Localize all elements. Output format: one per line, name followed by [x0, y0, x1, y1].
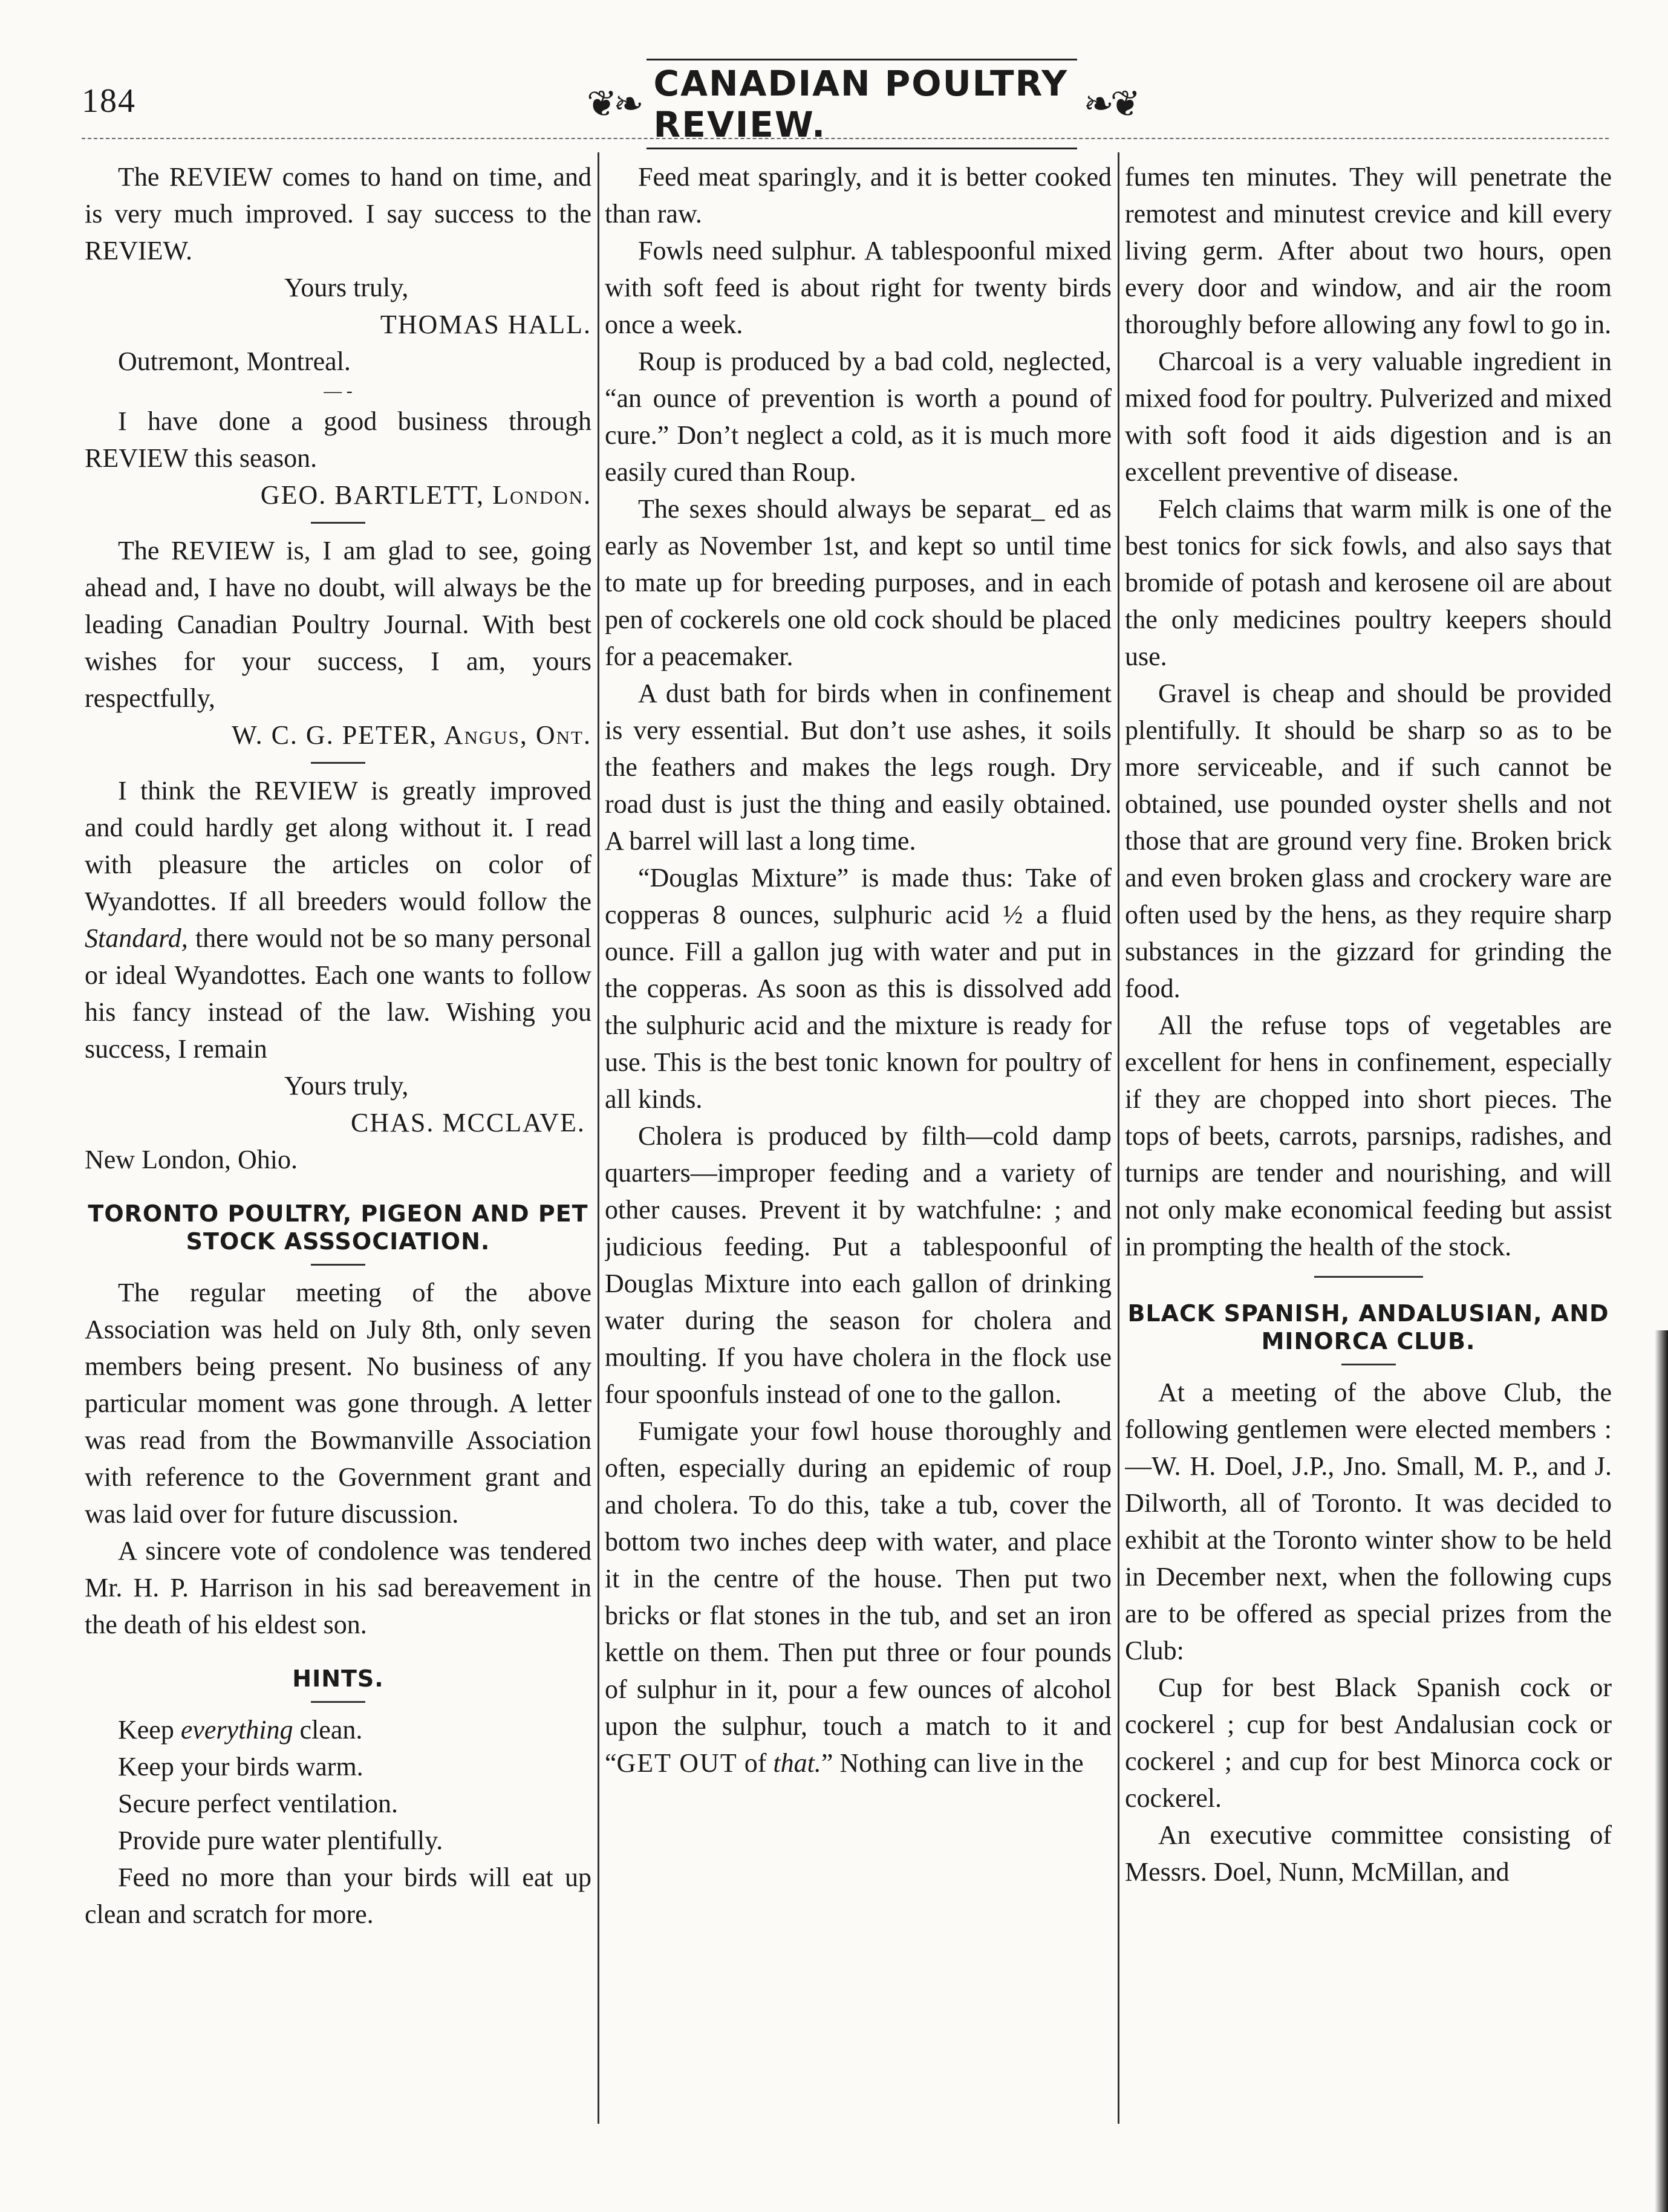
column-2 — [605, 158, 1112, 2136]
club-paragraph-2: Cup for best Black Spanish cock or cockerel ; cup for best Andalusian cock or cockerel ; and cup for best Minorca cock or cockerel. — [1125, 1673, 1612, 1813]
toronto-paragraph-2: A sincere vote of condolence was tendered Mr. H. P. Harrison in his sad bereavement in the death of his eldest son. — [85, 1536, 591, 1639]
paragraph: All the refuse tops of vegetables are excellent for hens in confinement, especially if they are chopped into short pieces. The tops of beets, carrots, parsnips, radishes, and turnips are tender and nourishing, and will not only make economical feeding but assist in prompting the health of the stock. — [1125, 1010, 1612, 1261]
letter-peter-signature: W. C. G. PETER, Angus, Ont. — [232, 720, 591, 750]
toronto-paragraph-1: The regular meeting of the above Association was held on July 8th, only seven members being present. No business of any particular moment was gone through. A letter was read from the Bowmanville Association with reference to the Government grant and was laid over for future discussion. — [85, 1278, 591, 1529]
paragraph-text: of — [737, 1748, 774, 1778]
that-italic: that. — [773, 1748, 821, 1778]
column-divider-2 — [1118, 152, 1119, 2124]
letter-hall: The REVIEW comes to hand on time, and is very much improved. I say success to the REVIEW. — [85, 162, 591, 265]
column-divider-1 — [598, 152, 599, 2124]
letter-peter: The REVIEW is, I am glad to see, going ahead and, I have no doubt, will always be the leading Canadian Poultry Journal. With best wishes for your success, I am, yours respectfully, — [85, 536, 591, 713]
paragraph: “Douglas Mixture” is made thus: Take of copperas 8 ounces, sulphuric acid ½ a fluid ounce. Fill a gallon jug with water and put in the copperas. As soon as this is dissolved add the sulphuric acid and the mixture is ready for use. This is the best tonic known for poultry of all kinds. — [605, 863, 1112, 1114]
hints-heading: HINTS. — [292, 1665, 384, 1692]
paragraph: fumes ten minutes. They will penetrate the remotest and minutest crevice and kill every living germ. After about two hours, open every door and window, and air the room thoroughly before allowing any fowl to go in. — [1125, 162, 1612, 339]
rule — [1314, 1276, 1423, 1278]
letter-hall-place: Outremont, Montreal. — [118, 346, 351, 376]
rule — [311, 762, 365, 764]
letter-bartlett-signature: GEO. BARTLETT, London. — [260, 480, 591, 510]
letter-mcclave-closing: Yours truly, — [284, 1071, 409, 1101]
hint-italic: everything — [180, 1715, 293, 1745]
club-heading: BLACK SPANISH, ANDALUSIAN, AND MINORCA CLUB. — [1127, 1300, 1609, 1355]
hint-item: Provide pure water plentifully. — [118, 1826, 443, 1855]
letter-hall-closing: Yours truly, — [284, 273, 409, 302]
paragraph-text: Fumigate your fowl house thoroughly and often, especially during an epidemic of roup and cholera. To do this, take a tub, cover the bottom two inches deep with water, and place it in the centre of the house. Then put two bricks or flat stones in the tub, and set an iron kettle on them. Then put three or four pounds of sulphur in it, pour a few ounces of alcohol upon the sulphur, touch a match to it and “ — [605, 1416, 1112, 1778]
letter-mcclave-text-2: there would not be so many personal or ideal Wyandottes. Each one wants to follow his fancy instead of the law. Wishing you success, I remain — [85, 923, 591, 1064]
club-paragraph-3: An executive committee consisting of Messrs. Doel, Nunn, McMillan, and — [1125, 1820, 1612, 1887]
page-edge-shadow — [1655, 1330, 1668, 2212]
rule — [311, 1264, 365, 1266]
letter-mcclave — [85, 772, 591, 1067]
separator: — - — [324, 381, 353, 401]
hint-item: Secure perfect ventilation. — [118, 1789, 399, 1818]
rule — [311, 1701, 365, 1703]
paragraph: Roup is produced by a bad cold, neglected, “an ounce of prevention is worth a pound of cure.” Don’t neglect a cold, as it is much more easily cured than Roup. — [605, 346, 1112, 487]
masthead-title: CANADIAN POULTRY REVIEW. — [647, 59, 1078, 149]
right-ornament-icon: ❧❦ — [1083, 84, 1137, 124]
hint-text: clean. — [293, 1715, 363, 1745]
paragraph: Felch claims that warm milk is one of the best tonics for sick fowls, and also says that bromide of potash and kerosene oil are about the only medicines poultry keepers should use. — [1125, 494, 1612, 671]
paragraph: Charcoal is a very valuable ingredient in mixed food for poultry. Pulverized and mixed with soft food it aids digestion and is an excellent preventive of disease. — [1125, 346, 1612, 487]
letter-mcclave-place: New London, Ohio. — [85, 1145, 298, 1174]
letter-hall-signature: THOMAS HALL. — [380, 310, 591, 339]
page-number: 184 — [82, 82, 136, 120]
paragraph-text: ” Nothing can live in the — [821, 1748, 1084, 1778]
left-ornament-icon: ❦❧ — [587, 84, 640, 124]
paragraph: Cholera is produced by filth—cold damp quarters—improper feeding and a variety of other causes. Prevent it by watchfulne: ; and judicious feeding. Put a tablespoonful of Douglas Mixture into each gallon of drinking water during the season for cholera and moulting. If you have cholera in the flock use four spoonfuls instead of one to the gallon. — [605, 1121, 1112, 1409]
paragraph: Fowls need sulphur. A tablespoonful mixed with soft feed is about right for twenty birds once a week. — [605, 236, 1112, 339]
paragraph: The sexes should always be separat_ ed as early as November 1st, and kept so until time to mate up for breeding purposes, and in each pen of cockerels one old cock should be placed for a peacemaker. — [605, 494, 1112, 671]
club-paragraph-1: At a meeting of the above Club, the following gentlemen were elected members :—W. H. Doel, J.P., Jno. Small, M. P., and J. Dilworth, all of Toronto. It was decided to exhibit at the Toronto winter show to be held in December next, when the following cups are to be offered as special prizes from the Club: — [1125, 1378, 1612, 1665]
hint-item: Keep your birds warm. — [118, 1752, 363, 1781]
column-1 — [85, 158, 591, 2136]
paragraph — [605, 1413, 1112, 1781]
rule — [311, 522, 365, 524]
rule — [1341, 1364, 1396, 1365]
hint-item: Feed no more than your birds will eat up clean and scratch for more. — [85, 1862, 591, 1929]
masthead — [581, 63, 1143, 145]
letter-mcclave-signature: CHAS. MCCLAVE. — [351, 1108, 585, 1137]
paragraph: Feed meat sparingly, and it is better cooked than raw. — [605, 162, 1112, 229]
toronto-heading: TORONTO POULTRY, PIGEON AND PET STOCK ASSSOCIATION. — [88, 1200, 588, 1255]
paragraph: Gravel is cheap and should be provided plentifully. It should be sharp so as to be more serviceable, and if such cannot be obtained, use pounded oyster shells and not those that are ground very fine. Broken brick and even broken glass and crockery ware are often used by the hens, as they require sharp substances in the gizzard for grinding the food. — [1125, 678, 1612, 1003]
hint-text: Keep — [118, 1715, 181, 1745]
standard-italic: Standard, — [85, 923, 188, 953]
hint-item — [85, 1711, 591, 1748]
letter-bartlett: I have done a good business through REVIEW this season. — [85, 406, 591, 473]
paragraph: A dust bath for birds when in confinement is very essential. But don’t use ashes, it soils the feathers and makes the legs rough. Dry road dust is just the thing and easily obtained. A barrel will last a long time. — [605, 678, 1112, 856]
get-out-smallcaps: GET OUT — [616, 1748, 738, 1778]
letter-mcclave-text: I think the REVIEW is greatly improved and could hardly get along without it. I read with pleasure the articles on color of Wyandottes. If all breeders would follow the — [85, 776, 591, 916]
header-rule — [82, 138, 1609, 139]
column-3 — [1125, 158, 1612, 2136]
